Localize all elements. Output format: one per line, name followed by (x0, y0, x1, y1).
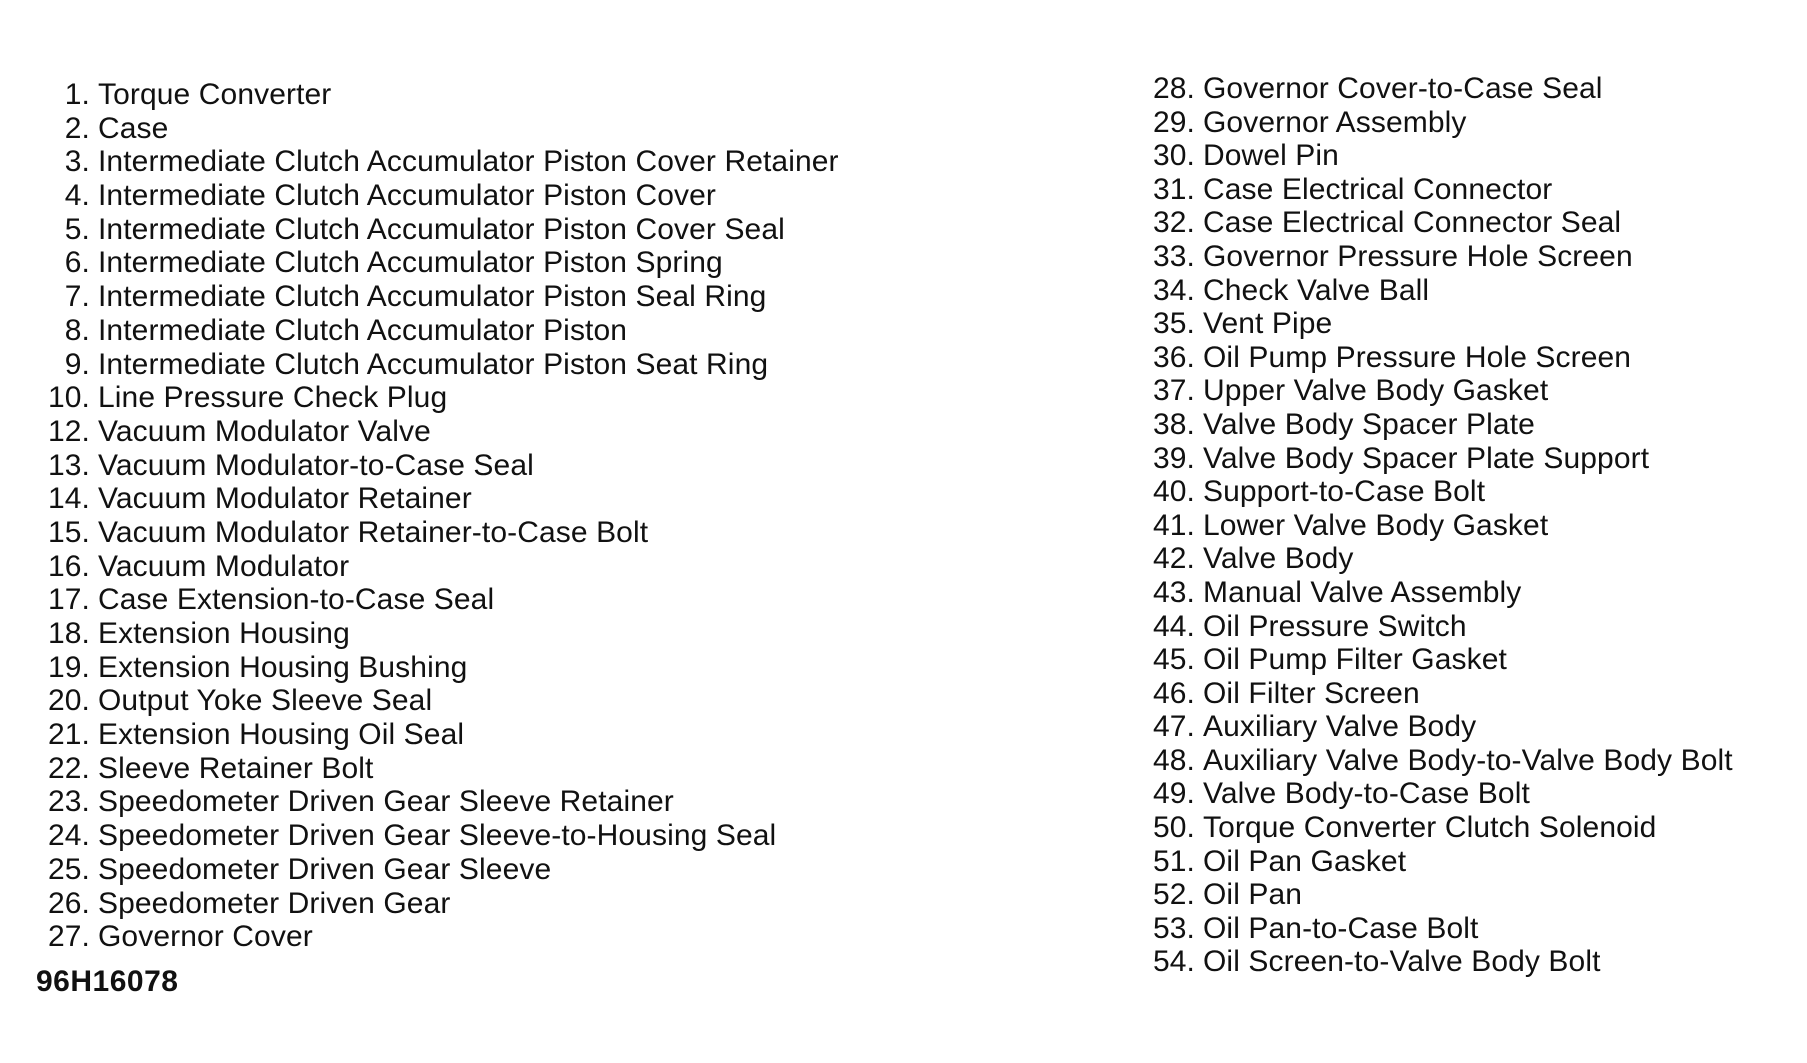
legend-item-number: 3. (64, 145, 90, 179)
legend-item-number: 1. (64, 78, 90, 111)
legend-item (1145, 442, 1805, 476)
legend-item (1145, 845, 1805, 879)
legend-item-number: 18. (47, 617, 90, 650)
legend-item-number: 2. (64, 111, 90, 145)
legend-item (38, 246, 1078, 280)
legend-item (38, 516, 1078, 550)
legend-item-label: Oil Pump Pressure Hole Screen (1203, 340, 1632, 374)
legend-item (1145, 710, 1805, 744)
legend-item (1145, 206, 1805, 240)
legend-item-number: 31. (1152, 172, 1195, 206)
legend-item-number: 5. (64, 212, 90, 246)
legend-item (38, 145, 1078, 179)
legend-item-number: 24. (47, 819, 90, 853)
legend-item-number: 48. (1152, 743, 1195, 777)
legend-item-number: 21. (47, 718, 90, 752)
legend-item (1145, 643, 1805, 677)
legend-item-number: 9. (64, 347, 90, 381)
legend-item-label: Case Electrical Connector (1203, 172, 1553, 206)
legend-item-label: Vacuum Modulator Retainer (98, 482, 472, 516)
legend-item-number: 14. (47, 482, 90, 516)
legend-item-label: Intermediate Clutch Accumulator Piston Cover Seal (98, 212, 785, 246)
legend-item (1145, 475, 1805, 509)
legend-item-number: 53. (1152, 911, 1195, 945)
legend-item-label: Intermediate Clutch Accumulator Piston Spring (98, 246, 723, 280)
legend-item (38, 550, 1078, 584)
legend-item-label: Speedometer Driven Gear Sleeve (98, 852, 552, 886)
legend-item-label: Case Extension-to-Case Seal (98, 583, 495, 617)
legend-item-label: Oil Pan Gasket (1203, 844, 1407, 878)
legend-item (1145, 576, 1805, 610)
legend-item-number: 37. (1152, 374, 1195, 408)
legend-item (1145, 777, 1805, 811)
legend-column-left (38, 78, 1078, 954)
legend-item (38, 179, 1078, 213)
legend-item-label: Output Yoke Sleeve Seal (98, 684, 433, 718)
legend-item-number: 26. (47, 886, 90, 920)
legend-item (38, 381, 1078, 415)
legend-item-number: 43. (1152, 575, 1195, 609)
legend-item-number: 8. (64, 313, 90, 347)
legend-item-number: 45. (1152, 643, 1195, 677)
legend-item (38, 887, 1078, 921)
legend-item (38, 78, 1078, 112)
legend-item-number: 28. (1152, 72, 1195, 105)
legend-item (38, 752, 1078, 786)
legend-item-number: 22. (47, 751, 90, 785)
legend-item-number: 16. (47, 549, 90, 583)
legend-item-label: Support-to-Case Bolt (1203, 475, 1486, 509)
legend-item (1145, 811, 1805, 845)
legend-item-label: Intermediate Clutch Accumulator Piston Seat Ring (98, 347, 769, 381)
legend-item-label: Lower Valve Body Gasket (1203, 508, 1549, 542)
legend-item (1145, 240, 1805, 274)
figure-id: 96H16078 (36, 965, 179, 998)
legend-item-label: Intermediate Clutch Accumulator Piston (98, 313, 628, 347)
legend-item-number: 40. (1152, 475, 1195, 509)
legend-item (38, 482, 1078, 516)
legend-item-number: 42. (1152, 542, 1195, 576)
legend-item-label: Governor Cover-to-Case Seal (1203, 72, 1603, 105)
legend-item-number: 47. (1152, 710, 1195, 744)
legend-item (1145, 341, 1805, 375)
legend-item-number: 12. (47, 414, 90, 448)
legend-item-number: 25. (47, 852, 90, 886)
legend-item-label: Valve Body Spacer Plate Support (1203, 441, 1650, 475)
legend-item (1145, 610, 1805, 644)
legend-item-label: Intermediate Clutch Accumulator Piston Seal Ring (98, 280, 767, 314)
legend-item-label: Oil Pan (1203, 878, 1303, 912)
legend-item (38, 583, 1078, 617)
legend-item-number: 20. (47, 684, 90, 718)
legend-item (1145, 878, 1805, 912)
legend-item-label: Oil Pump Filter Gasket (1203, 643, 1507, 677)
legend-item (38, 112, 1078, 146)
legend-item-number: 6. (64, 246, 90, 280)
legend-item-label: Intermediate Clutch Accumulator Piston Cover (98, 179, 717, 213)
legend-item-label: Oil Pan-to-Case Bolt (1203, 911, 1479, 945)
legend-item-number: 52. (1152, 878, 1195, 912)
legend-item-label: Vacuum Modulator Valve (98, 414, 431, 448)
legend-item-number: 7. (64, 280, 90, 314)
legend-item (1145, 408, 1805, 442)
legend-item (38, 651, 1078, 685)
legend-item-number: 10. (47, 381, 90, 415)
legend-item-label: Check Valve Ball (1203, 273, 1430, 307)
legend-item-label: Vacuum Modulator-to-Case Seal (98, 448, 534, 482)
legend-item-label: Governor Pressure Hole Screen (1203, 239, 1633, 273)
legend-item-label: Vacuum Modulator (98, 549, 350, 583)
legend-item (38, 920, 1078, 954)
legend-item (1145, 945, 1805, 979)
legend-item-number: 4. (64, 179, 90, 213)
legend-item-label: Governor Assembly (1203, 105, 1467, 139)
legend-item-number: 19. (47, 650, 90, 684)
legend-item (1145, 744, 1805, 778)
legend-item-label: Extension Housing (98, 617, 350, 650)
legend-item (1145, 912, 1805, 946)
legend-item-number: 17. (47, 583, 90, 617)
legend-item-number: 51. (1152, 844, 1195, 878)
legend-item-number: 29. (1152, 105, 1195, 139)
legend-item-label: Dowel Pin (1203, 139, 1339, 173)
legend-item (38, 348, 1078, 382)
legend-item-label: Valve Body (1203, 542, 1354, 576)
legend-item (1145, 274, 1805, 308)
legend-item (38, 785, 1078, 819)
legend-item (38, 213, 1078, 247)
legend-item-number: 23. (47, 785, 90, 819)
legend-item-number: 33. (1152, 239, 1195, 273)
legend-item (1145, 106, 1805, 140)
legend-item-number: 46. (1152, 676, 1195, 710)
legend-item-number: 32. (1152, 206, 1195, 240)
legend-column-right (1145, 72, 1805, 979)
legend-item (38, 819, 1078, 853)
legend-item (1145, 72, 1805, 106)
legend-item-label: Sleeve Retainer Bolt (98, 751, 374, 785)
legend-item-label: Speedometer Driven Gear Sleeve-to-Housing Seal (98, 819, 777, 853)
legend-item-label: Intermediate Clutch Accumulator Piston Cover Retainer (98, 145, 839, 179)
legend-item-number: 39. (1152, 441, 1195, 475)
legend-item-label: Case (98, 111, 169, 145)
legend-item (38, 718, 1078, 752)
legend-item-number: 50. (1152, 811, 1195, 845)
legend-item (38, 853, 1078, 887)
legend-item (38, 415, 1078, 449)
legend-item (38, 449, 1078, 483)
legend-item-label: Auxiliary Valve Body (1203, 710, 1477, 744)
legend-item (1145, 542, 1805, 576)
legend-item-number: 49. (1152, 777, 1195, 811)
legend-item-number: 35. (1152, 307, 1195, 341)
legend-item-label: Oil Pressure Switch (1203, 609, 1467, 643)
legend-item-number: 27. (47, 920, 90, 954)
legend-item-number: 41. (1152, 508, 1195, 542)
legend-item (1145, 509, 1805, 543)
legend-item-number: 44. (1152, 609, 1195, 643)
legend-item (38, 314, 1078, 348)
legend-item (1145, 374, 1805, 408)
legend-item-label: Vent Pipe (1203, 307, 1333, 341)
legend-item-label: Speedometer Driven Gear Sleeve Retainer (98, 785, 674, 819)
legend-item-number: 36. (1152, 340, 1195, 374)
legend-item (38, 280, 1078, 314)
legend-item-label: Oil Screen-to-Valve Body Bolt (1203, 945, 1601, 979)
legend-item-number: 54. (1152, 945, 1195, 979)
legend-item-number: 34. (1152, 273, 1195, 307)
legend-item-label: Oil Filter Screen (1203, 676, 1420, 710)
legend-item-label: Manual Valve Assembly (1203, 575, 1522, 609)
legend-item-label: Governor Cover (98, 920, 313, 954)
legend-item (1145, 307, 1805, 341)
legend-item-number: 15. (47, 515, 90, 549)
legend-item (38, 617, 1078, 651)
legend-item (1145, 139, 1805, 173)
legend-item-label: Torque Converter (98, 78, 332, 111)
legend-item-number: 30. (1152, 139, 1195, 173)
legend-item-label: Valve Body Spacer Plate (1203, 407, 1535, 441)
legend-item (38, 684, 1078, 718)
legend-item-label: Valve Body-to-Case Bolt (1203, 777, 1530, 811)
legend-item-number: 38. (1152, 407, 1195, 441)
legend-item-label: Extension Housing Bushing (98, 650, 468, 684)
legend-item-number: 13. (47, 448, 90, 482)
legend-item-label: Speedometer Driven Gear (98, 886, 451, 920)
legend-item-label: Case Electrical Connector Seal (1203, 206, 1622, 240)
legend-item (1145, 677, 1805, 711)
legend-item-label: Torque Converter Clutch Solenoid (1203, 811, 1657, 845)
legend-item-label: Extension Housing Oil Seal (98, 718, 465, 752)
legend-item (1145, 173, 1805, 207)
legend-item-label: Upper Valve Body Gasket (1203, 374, 1549, 408)
legend-item-label: Vacuum Modulator Retainer-to-Case Bolt (98, 515, 649, 549)
legend-item-label: Auxiliary Valve Body-to-Valve Body Bolt (1203, 743, 1733, 777)
legend-item-label: Line Pressure Check Plug (98, 381, 448, 415)
